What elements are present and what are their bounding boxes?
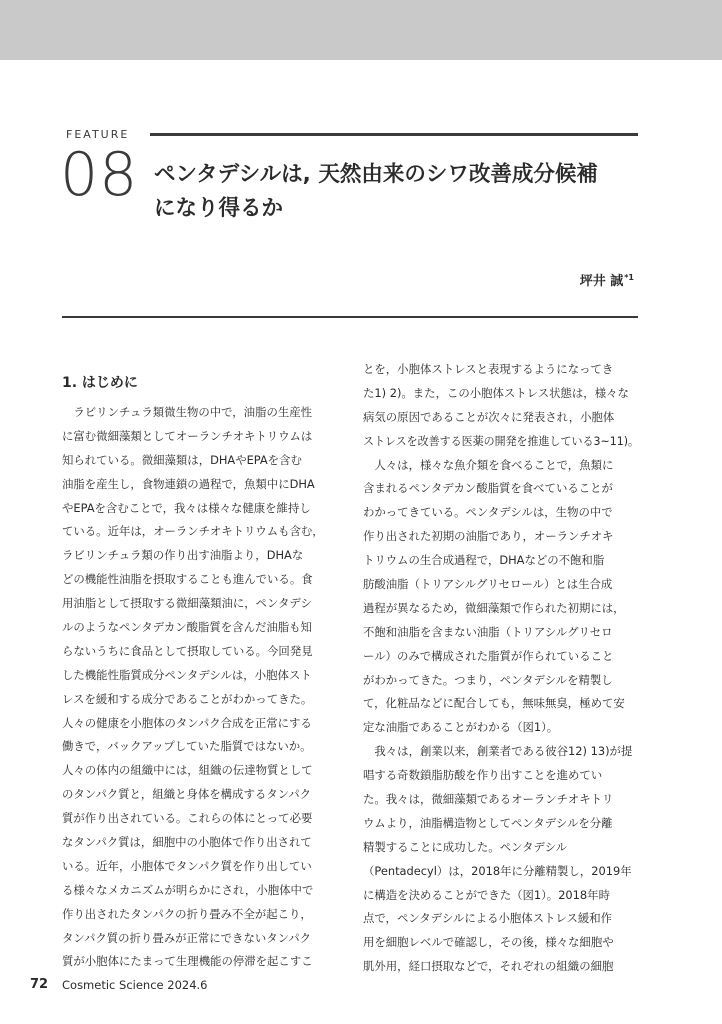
title-divider — [62, 316, 638, 318]
text-line: 質が小胞体にたまって生理機能の停滞を起こすこ — [62, 954, 313, 969]
text-line: いる。近年，小胞体でタンパク質を作り出してい — [62, 858, 312, 873]
text-line: とを，小胞体ストレスと表現するようになってき — [363, 362, 614, 376]
text-line: 病気の原因であることが次々に発表され，小胞体 — [363, 409, 615, 424]
text-line: 人々の体内の組織中には，組織の伝達物質として — [62, 763, 313, 778]
text-line: タンパク質の折り畳みが正常にできないタンパク — [62, 930, 311, 945]
text-line: ラビリンチュラ類の作り出す油脂より，DHAな — [62, 548, 304, 563]
text-line: 肌外用，経口摂取などで，それぞれの組織の細胞 — [363, 959, 614, 974]
text-line: に構造を決めることができた（図1）。2018年時 — [363, 887, 610, 902]
text-line: 我々は，創業以来，創業者である彼谷12) 13)が提 — [363, 744, 633, 759]
text-line: 用油脂として摂取する微細藻類油に，ペンタデシ — [62, 596, 312, 611]
top-gray-band — [0, 0, 722, 60]
text-line: に富む微細藻類としてオーランチオキトリウムは — [62, 428, 313, 443]
text-line: した機能性脂質成分ペンタデシルは，小胞体スト — [62, 667, 312, 682]
author — [580, 270, 634, 289]
author-mark: *1 — [624, 272, 634, 282]
title-line: ペンタデシルは, 天然由来のシワ改善成分候補 — [154, 162, 598, 187]
text-line: がわかってきた。つまり，ペンタデシルを精製し — [363, 672, 613, 687]
journal-info: Cosmetic Science 2024.6 — [62, 978, 208, 992]
text-line: のタンパク質と，組織と身体を構成するタンパク — [62, 787, 311, 802]
text-line: ストレスを改善する医薬の開発を推進している3~11)。 — [363, 433, 639, 448]
section-heading: 1. はじめに — [62, 375, 138, 391]
author-name: 坪井 誠 — [579, 274, 624, 289]
text-line: た。我々は，微細藻類であるオーランチオキトリ — [363, 792, 614, 807]
text-line: 含まれるペンタデカン酸脂質を食べていることが — [363, 481, 613, 496]
left-column — [62, 401, 338, 974]
text-line: ラビリンチュラ類微生物の中で，油脂の生産性 — [62, 405, 313, 419]
text-line: 油脂を産生し，食物連鎖の過程で，魚類中にDHA — [62, 476, 315, 491]
text-line: ール）のみで構成された脂質が作られていること — [363, 648, 614, 663]
text-line: なタンパク質は，細胞中の小胞体で作り出されて — [62, 835, 312, 850]
text-line: 作り出されたタンパクの折り畳み不全が起こり， — [62, 906, 312, 921]
title-line: になり得るか — [154, 196, 284, 221]
text-line: 唱する奇数鎖脂肪酸を作り出すことを進めてい — [363, 768, 603, 783]
text-line: どの機能性油脂を摂取することも進んでいる。食 — [62, 572, 313, 587]
text-line: らないうちに食品として摂取している。今回発見 — [62, 643, 313, 658]
text-line: （Pentadecyl）は，2018年に分離精製し，2019年 — [363, 863, 632, 878]
text-line: ルのようなペンタデカン酸脂質を含んだ油脂も知 — [62, 620, 312, 635]
feature-number: 08 — [60, 140, 139, 210]
text-line: た1) 2)。また，この小胞体ストレス状態は，様々な — [363, 385, 629, 400]
text-line: ている。近年は，オーランチオキトリウムも含む， — [62, 524, 324, 539]
text-line: 精製することに成功した。ペンタデシル — [363, 839, 568, 854]
text-line: 働きで，バックアップしていた脂質ではないか。 — [62, 739, 312, 754]
text-line: 肪酸油脂（トリアシルグリセロール）とは生合成 — [363, 577, 613, 592]
text-line: 不飽和油脂を含まない油脂（トリアシルグリセロ — [363, 624, 613, 639]
text-line: レスを緩和する成分であることがわかってきた。 — [62, 691, 313, 706]
text-line: 作り出された初期の油脂であり，オーランチオキ — [363, 529, 614, 544]
text-line: 人々の健康を小胞体のタンパク合成を正常にする — [62, 715, 312, 730]
text-line: トリウムの生合成過程で，DHAなどの不飽和脂 — [363, 553, 605, 568]
text-line: 用を細胞レベルで確認し，その後，様々な細胞や — [363, 935, 614, 950]
text-line: やEPAを含むことで，我々は様々な健康を維持し — [62, 500, 311, 515]
text-line: る様々なメカニズムが明らかにされ，小胞体中で — [62, 882, 314, 897]
text-line: 知られている。微細藻類は，DHAやEPAを含む — [62, 452, 302, 467]
text-line: 定な油脂であることがわかる（図1）。 — [363, 720, 559, 735]
text-line: 過程が異なるため，微細藻類で作られた初期には， — [363, 600, 625, 615]
text-line: 質が作り出されている。これらの体にとって必要 — [62, 811, 313, 826]
article-title — [154, 158, 638, 226]
feature-label: FEATURE — [66, 128, 130, 141]
right-column — [363, 358, 639, 979]
text-line: 点で，ペンタデシルによる小胞体ストレス緩和作 — [363, 911, 613, 926]
text-line: ウムより，油脂構造物としてペンタデシルを分離 — [363, 815, 613, 830]
text-line: て，化粧品などに配合しても，無味無臭，極めて安 — [363, 696, 625, 711]
page-number: 72 — [30, 977, 49, 992]
header-rule — [150, 133, 638, 136]
text-line: 人々は，様々な魚介類を食べることで，魚類に — [363, 457, 614, 472]
text-line: わかってきている。ペンタデシルは，生物の中で — [363, 505, 613, 520]
